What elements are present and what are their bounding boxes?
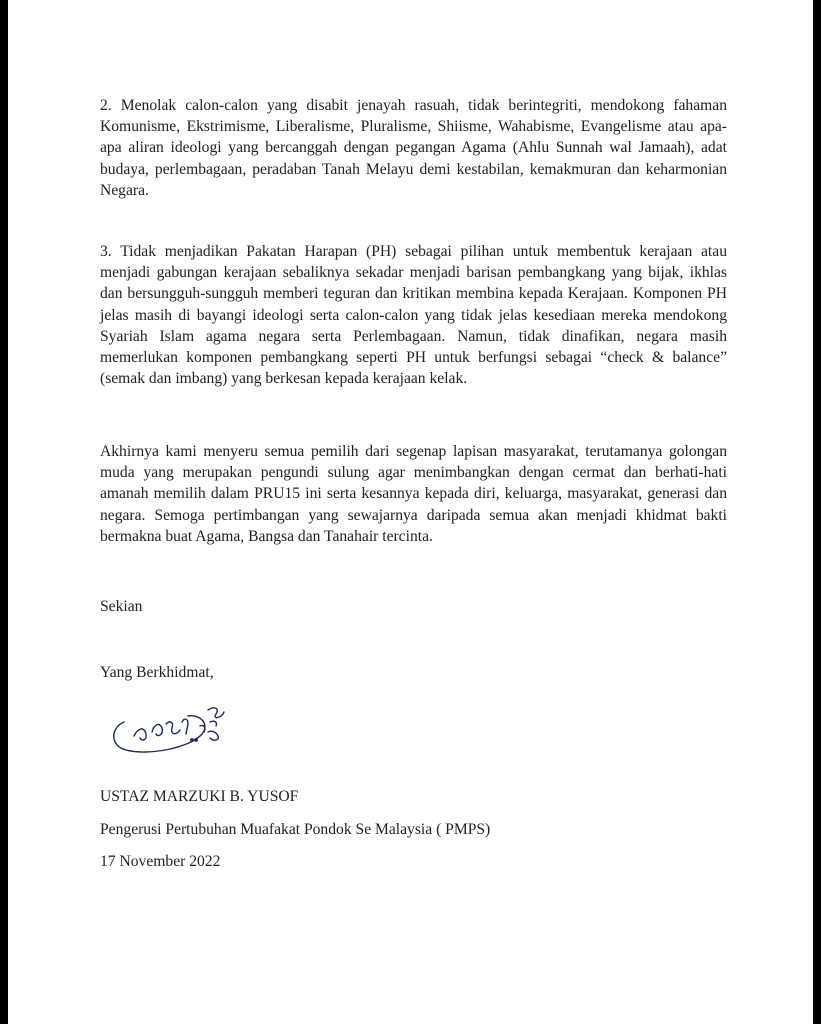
signoff-text: Yang Berkhidmat, [100, 664, 214, 681]
signatory-name: USTAZ MARZUKI B. YUSOF [100, 788, 299, 805]
paragraph-point-2: 2. Menolak calon-calon yang disabit jenayah rasuah, tidak berintegriti, mendokong fahaman Komunisme, Ekstrimisme, Liberalisme, Pluralisme, Shiisme, Wahabisme, Evangelisme atau apa-apa aliran ideologi yang bercanggah dengan pegangan Agama (Ahlu Sunnah wal Jamaah), adat budaya, perlembagaan, peradaban Tanah Melayu demi kestabilan, kemakmuran dan keharmonian Negara. [100, 97, 727, 199]
paragraph-point-3: 3. Tidak menjadikan Pakatan Harapan (PH) sebagai pilihan untuk membentuk kerajaan atau menjadi gabungan kerajaan sebaliknya sekadar menjadi barisan pembangkang yang bijak, ikhlas dan bersungguh-sungguh memberi teguran dan kritikan membina kepada Kerajaan. Komponen PH jelas masih di bayangi ideologi serta calon-calon yang tidak jelas kesediaan mereka mendokong Syariah Islam agama negara serta Perlembagaan. Namun, tidak dinafikan, negara masih memerlukan komponen pembangkang seperti PH untuk berfungsi sebagai “check & balance” (semak dan imbang) yang berkesan kepada kerajaan kelak. [100, 243, 727, 388]
signatory-title: Pengerusi Pertubuhan Muafakat Pondok Se Malaysia ( PMPS) [100, 821, 491, 838]
closing-text: Sekian [100, 598, 143, 615]
paragraph-conclusion: Akhirnya kami menyeru semua pemilih dari segenap lapisan masyarakat, terutamanya golongan muda yang merupakan pengundi sulung agar menimbangkan dengan cermat dan berhati-hati amanah memilih dalam PRU15 ini serta kesannya kepada diri, keluarga, masyarakat, generasi dan negara. Semoga pertimbangan yang sewajarnya daripada semua akan menjadi khidmat bakti bermakna buat Agama, Bangsa dan Tanahair tercinta. [100, 443, 727, 545]
letter-page [8, 0, 813, 1024]
signature-image [104, 694, 236, 764]
letter-date: 17 November 2022 [100, 853, 221, 870]
